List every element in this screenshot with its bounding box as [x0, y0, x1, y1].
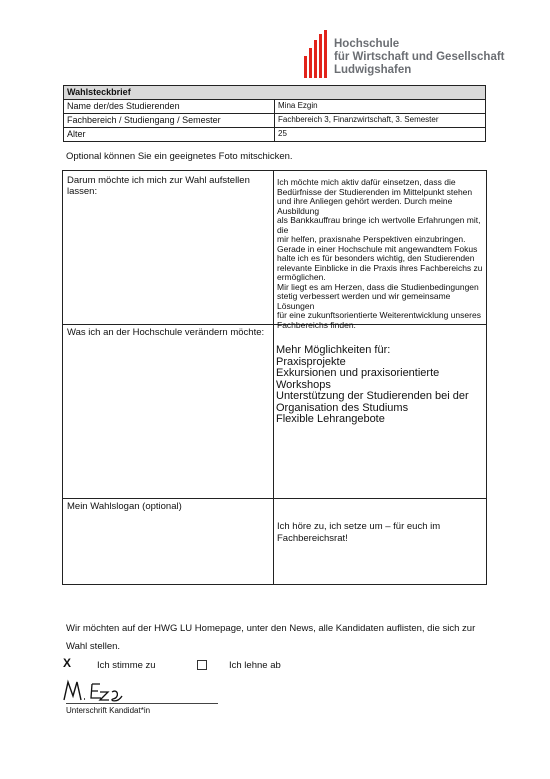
optional-photo-note: Optional können Sie ein geeignetes Foto mitschicken. [66, 151, 293, 162]
change-text [276, 345, 469, 426]
table-row [64, 100, 486, 114]
logo-line-1: Hochschule [334, 38, 400, 50]
slogan-text [277, 521, 440, 544]
decline-checkbox[interactable] [197, 660, 207, 670]
text-line: Fachbereichs finden. [277, 319, 356, 330]
text-line: Organisation des Studiums [276, 401, 409, 414]
text-line: Ich möchte mich aktiv dafür einsetzen, dass die [277, 177, 456, 187]
text-line: relevante Einblicke in die Praxis ihres Fachbereichs zu [277, 262, 483, 273]
text-line: stetig verbessert werden und wir gemeinsame Lösungen [277, 291, 451, 311]
logo-bars-icon [302, 30, 332, 78]
signature-line [66, 703, 218, 704]
logo-line-3: Ludwigshafen [334, 64, 412, 76]
text-line: Bedürfnisse der Studierenden im Mittelpunkt stehen [277, 186, 473, 197]
age-label: Alter [64, 128, 275, 142]
department-value: Fachbereich 3, Finanzwirtschaft, 3. Semester [275, 114, 486, 128]
info-table [63, 85, 486, 142]
name-value: Mina Ezgin [275, 100, 486, 114]
text-line: Ich höre zu, ich setze um – für euch im [277, 521, 441, 532]
divider [63, 498, 486, 499]
divider [273, 171, 274, 584]
text-line: Mehr Möglichkeiten für: [276, 344, 391, 356]
text-line: Unterstützung der Studierenden bei der [276, 390, 469, 402]
info-title: Wahlsteckbrief [64, 86, 486, 100]
logo-text [334, 38, 505, 77]
text-line: Workshops [276, 378, 331, 391]
text-line: Flexible Lehrangebote [276, 413, 385, 425]
slogan-label: Mein Wahlslogan (optional) [67, 501, 182, 512]
statement-grid [62, 170, 487, 585]
text-line: Fachbereichsrat! [277, 532, 348, 544]
table-row [64, 114, 486, 128]
homepage-consent-text: Wir möchten auf der HWG LU Homepage, unter den News, alle Kandidaten auflisten, die sich zur Wahl stellen. [66, 623, 476, 652]
text-line: halte ich es für besonders wichtig, den Studierenden [277, 253, 475, 263]
text-line: als Bankkauffrau bringe ich wertvolle Erfahrungen mit, die [277, 215, 481, 235]
text-line: mir helfen, praxisnahe Perspektiven einzubringen. [277, 234, 466, 244]
why-label: Darum möchte ich mich zur Wahl aufstellen lassen: [67, 175, 250, 197]
text-line: Praxisprojekte [276, 355, 346, 368]
logo-line-2: für Wirtschaft und Gesellschaft [334, 51, 505, 63]
text-line: Exkursionen und praxisorientierte [276, 367, 440, 379]
decline-label: Ich lehne ab [229, 660, 281, 671]
text-line: Mir liegt es am Herzen, dass die Studienbedingungen [277, 281, 479, 292]
signature [62, 678, 132, 704]
text-line: Gerade in einer Hochschule mit angewandtem Fokus [277, 243, 478, 254]
text-line: und ihre Anliegen gehört werden. Durch meine Ausbildung [277, 196, 453, 216]
signature-label: Unterschrift Kandidat*in [66, 706, 151, 715]
why-text [277, 178, 486, 330]
text-line: für eine zukunftsorientierte Weiterentwicklung unseres [277, 310, 481, 320]
text-line: ermöglichen. [277, 272, 326, 282]
table-row [64, 128, 486, 142]
agree-checkmark[interactable]: X [63, 656, 72, 670]
department-label: Fachbereich / Studiengang / Semester [64, 114, 275, 128]
agree-label: Ich stimme zu [97, 660, 156, 671]
decline-option [197, 660, 211, 672]
change-label: Was ich an der Hochschule verändern möchte: [67, 327, 265, 338]
name-label: Name der/des Studierenden [64, 100, 275, 114]
age-value: 25 [275, 128, 486, 142]
